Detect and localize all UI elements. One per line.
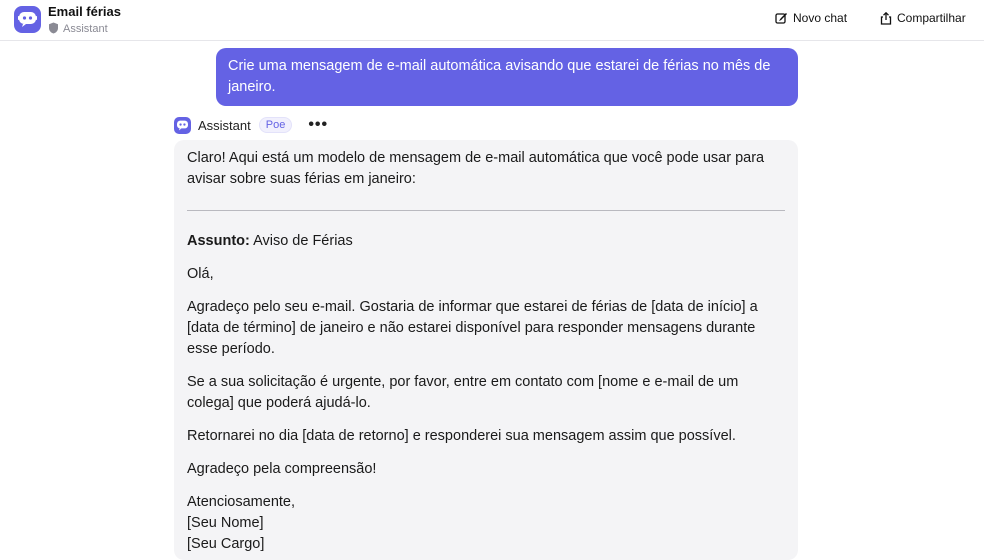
subtitle-text: Assistant bbox=[63, 23, 108, 35]
closing: Atenciosamente, bbox=[187, 494, 296, 510]
chat-header bbox=[0, 0, 984, 41]
edit-icon bbox=[775, 12, 788, 25]
bot-subtitle bbox=[48, 22, 108, 35]
new-chat-label: Novo chat bbox=[793, 11, 848, 25]
new-chat-button[interactable] bbox=[775, 11, 847, 25]
assistant-message-bubble bbox=[174, 140, 798, 560]
share-button[interactable] bbox=[880, 11, 966, 25]
signature-role: [Seu Cargo] bbox=[187, 536, 265, 552]
intro-paragraph: Claro! Aqui está um modelo de mensagem de e-mail automática que você pode usar para avisar sobre suas férias em janeiro: bbox=[187, 150, 765, 187]
share-label: Compartilhar bbox=[897, 11, 966, 25]
assistant-avatar[interactable] bbox=[174, 117, 191, 134]
assistant-name[interactable]: Assistant bbox=[198, 117, 251, 133]
divider bbox=[187, 210, 785, 211]
more-options-button[interactable]: ••• bbox=[308, 116, 329, 133]
bot-face-icon bbox=[18, 11, 37, 28]
subject-value: Aviso de Férias bbox=[249, 233, 353, 249]
bot-face-icon bbox=[176, 120, 189, 131]
paragraph-4: Agradeço pela compreensão! bbox=[187, 461, 377, 477]
signature-block bbox=[187, 492, 785, 555]
signature-name: [Seu Nome] bbox=[187, 515, 264, 531]
share-icon bbox=[880, 12, 892, 25]
paragraph-3: Retornarei no dia [data de retorno] e responderei sua mensagem assim que possível. bbox=[187, 428, 736, 444]
shield-icon bbox=[48, 22, 59, 34]
bot-avatar[interactable] bbox=[14, 6, 41, 33]
assistant-message-header bbox=[174, 115, 328, 135]
greeting: Olá, bbox=[187, 266, 214, 282]
subject-line bbox=[187, 231, 785, 252]
poe-badge: Poe bbox=[259, 117, 293, 133]
subject-label: Assunto: bbox=[187, 233, 250, 249]
chat-title: Email férias bbox=[48, 4, 121, 19]
user-message-bubble: Crie uma mensagem de e-mail automática avisando que estarei de férias no mês de janeiro. bbox=[216, 48, 798, 106]
paragraph-2: Se a sua solicitação é urgente, por favor, entre em contato com [nome e e-mail de um colega] que poderá ajudá-lo. bbox=[187, 374, 739, 411]
assistant-message-content bbox=[187, 148, 785, 555]
paragraph-1: Agradeço pelo seu e-mail. Gostaria de informar que estarei de férias de [data de início] a [data de término] de janeiro e não estarei disponível para responder mensagens durante esse período. bbox=[187, 299, 758, 357]
